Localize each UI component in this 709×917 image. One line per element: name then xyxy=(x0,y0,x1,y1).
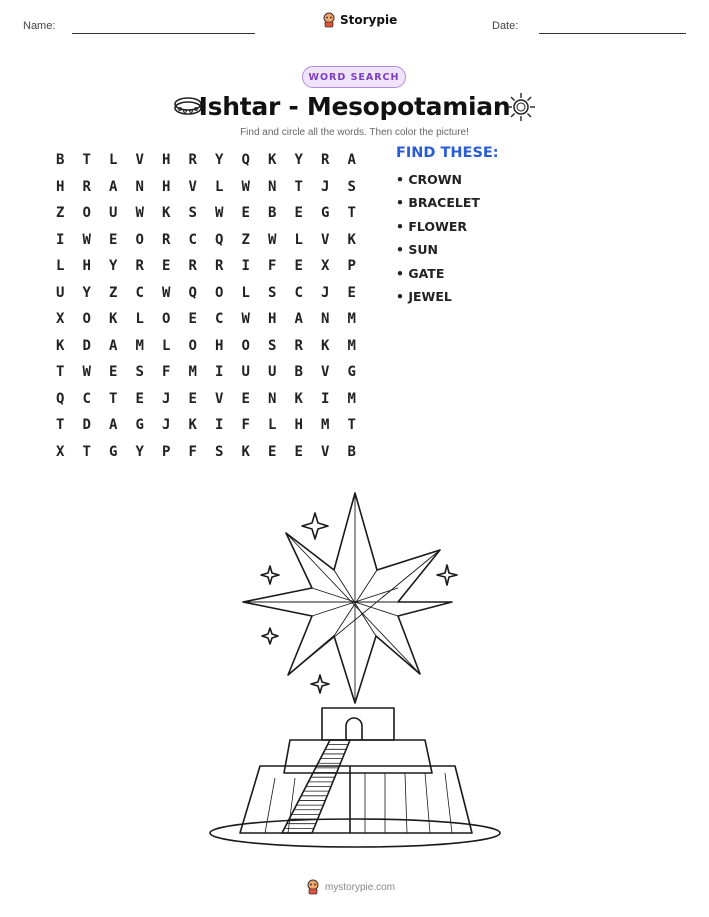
grid-letter[interactable]: A xyxy=(109,337,118,354)
grid-letter[interactable]: W xyxy=(268,231,277,248)
grid-letter[interactable]: T xyxy=(294,178,303,195)
grid-letter[interactable]: E xyxy=(294,205,303,222)
grid-letter[interactable]: S xyxy=(215,443,224,460)
grid-letter[interactable]: C xyxy=(294,284,303,301)
grid-row xyxy=(47,280,365,307)
grid-letter[interactable]: S xyxy=(268,284,277,301)
grid-letter[interactable]: F xyxy=(268,258,277,275)
grid-letter[interactable]: Y xyxy=(215,152,224,169)
grid-row xyxy=(47,412,365,439)
grid-row xyxy=(47,306,365,333)
grid-letter[interactable]: B xyxy=(347,443,356,460)
word-list-item: • SUN xyxy=(396,242,438,258)
grid-letter[interactable]: T xyxy=(82,443,91,460)
grid-letter[interactable]: Z xyxy=(109,284,118,301)
grid-letter[interactable]: I xyxy=(215,364,224,381)
grid-letter[interactable]: I xyxy=(215,417,224,434)
grid-letter[interactable]: N xyxy=(268,390,277,407)
grid-letter[interactable]: V xyxy=(321,231,330,248)
grid-letter[interactable]: O xyxy=(215,284,224,301)
brand-name: Storypie xyxy=(340,13,398,27)
grid-letter[interactable]: Q xyxy=(188,284,197,301)
grid-letter[interactable]: M xyxy=(321,417,330,434)
grid-letter[interactable]: K xyxy=(56,337,65,354)
grid-letter[interactable]: O xyxy=(241,337,250,354)
grid-letter[interactable]: O xyxy=(135,231,144,248)
grid-letter[interactable]: I xyxy=(56,231,65,248)
grid-letter[interactable]: Q xyxy=(241,152,250,169)
grid-letter[interactable]: P xyxy=(162,443,171,460)
sun-icon xyxy=(505,91,537,123)
grid-letter[interactable]: E xyxy=(188,311,197,328)
grid-letter[interactable]: L xyxy=(294,231,303,248)
grid-letter[interactable]: U xyxy=(241,364,250,381)
grid-letter[interactable]: S xyxy=(188,205,197,222)
grid-letter[interactable]: G xyxy=(135,417,144,434)
footer xyxy=(306,879,395,895)
grid-letter[interactable]: T xyxy=(347,205,356,222)
grid-letter[interactable]: O xyxy=(162,311,171,328)
grid-letter[interactable]: O xyxy=(82,311,91,328)
grid-letter[interactable]: W xyxy=(215,205,224,222)
grid-letter[interactable]: R xyxy=(82,178,91,195)
word-list-item: • FLOWER xyxy=(396,218,467,234)
grid-letter[interactable]: H xyxy=(82,258,91,275)
grid-letter[interactable]: A xyxy=(347,152,356,169)
grid-letter[interactable]: S xyxy=(135,364,144,381)
grid-letter[interactable]: U xyxy=(268,364,277,381)
grid-letter[interactable]: L xyxy=(268,417,277,434)
find-these-heading: FIND THESE: xyxy=(396,145,499,161)
word-search-badge: WORD SEARCH xyxy=(302,66,406,88)
grid-letter[interactable]: F xyxy=(188,443,197,460)
grid-letter[interactable]: W xyxy=(135,205,144,222)
footer-url[interactable]: mystorypie.com xyxy=(325,881,396,893)
grid-letter[interactable]: G xyxy=(109,443,118,460)
grid-letter[interactable]: E xyxy=(241,390,250,407)
grid-letter[interactable]: Q xyxy=(215,231,224,248)
grid-letter[interactable]: E xyxy=(135,390,144,407)
grid-row xyxy=(47,253,365,280)
grid-letter[interactable]: H xyxy=(215,337,224,354)
grid-letter[interactable]: H xyxy=(162,152,171,169)
grid-row xyxy=(47,439,365,466)
grid-letter[interactable]: V xyxy=(321,364,330,381)
grid-letter[interactable]: C xyxy=(135,284,144,301)
grid-letter[interactable]: Y xyxy=(135,443,144,460)
grid-row xyxy=(47,200,365,227)
grid-letter[interactable]: M xyxy=(188,364,197,381)
grid-letter[interactable]: G xyxy=(347,364,356,381)
grid-letter[interactable]: B xyxy=(56,152,65,169)
grid-letter[interactable]: L xyxy=(241,284,250,301)
grid-letter[interactable]: P xyxy=(347,258,356,275)
name-label: Name: xyxy=(23,20,56,32)
grid-letter[interactable]: A xyxy=(294,311,303,328)
grid-letter[interactable]: W xyxy=(82,231,91,248)
grid-letter[interactable]: K xyxy=(162,205,171,222)
grid-row xyxy=(47,359,365,386)
grid-letter[interactable]: C xyxy=(188,231,197,248)
grid-letter[interactable]: H xyxy=(268,311,277,328)
grid-letter[interactable]: W xyxy=(82,364,91,381)
grid-letter[interactable]: R xyxy=(162,231,171,248)
grid-letter[interactable]: C xyxy=(215,311,224,328)
grid-letter[interactable]: V xyxy=(188,178,197,195)
grid-letter[interactable]: B xyxy=(268,205,277,222)
grid-letter[interactable]: R xyxy=(188,258,197,275)
grid-letter[interactable]: R xyxy=(215,258,224,275)
grid-letter[interactable]: O xyxy=(82,205,91,222)
grid-letter[interactable]: E xyxy=(109,231,118,248)
grid-letter[interactable]: E xyxy=(347,284,356,301)
grid-letter[interactable]: B xyxy=(294,364,303,381)
word-list-item: • BRACELET xyxy=(396,195,480,211)
grid-row xyxy=(47,227,365,254)
grid-letter[interactable]: F xyxy=(241,417,250,434)
grid-letter[interactable]: J xyxy=(162,417,171,434)
date-label: Date: xyxy=(492,20,519,32)
grid-letter[interactable]: N xyxy=(135,178,144,195)
grid-letter[interactable]: L xyxy=(215,178,224,195)
grid-letter[interactable]: H xyxy=(294,417,303,434)
grid-letter[interactable]: H xyxy=(56,178,65,195)
word-list-item: • CROWN xyxy=(396,172,463,187)
grid-letter[interactable]: W xyxy=(241,311,250,328)
grid-letter[interactable]: H xyxy=(162,178,171,195)
grid-letter[interactable]: T xyxy=(56,417,65,434)
grid-letter[interactable]: Z xyxy=(56,205,65,222)
brand-logo xyxy=(322,12,397,28)
word-list-item: • GATE xyxy=(396,265,445,281)
grid-letter[interactable]: K xyxy=(294,390,303,407)
grid-letter[interactable]: J xyxy=(321,284,330,301)
grid-letter[interactable]: U xyxy=(109,205,118,222)
grid-letter[interactable]: V xyxy=(215,390,224,407)
grid-letter[interactable]: E xyxy=(162,258,171,275)
grid-letter[interactable]: A xyxy=(109,417,118,434)
word-list-item: • JEWEL xyxy=(396,288,452,304)
grid-letter[interactable]: K xyxy=(241,443,250,460)
grid-letter[interactable]: R xyxy=(188,152,197,169)
grid-letter[interactable]: N xyxy=(321,311,330,328)
grid-letter[interactable]: L xyxy=(56,258,65,275)
grid-letter[interactable]: T xyxy=(109,390,118,407)
grid-letter[interactable]: F xyxy=(162,364,171,381)
grid-letter[interactable]: N xyxy=(268,178,277,195)
instructions: Find and circle all the words. Then color the picture! xyxy=(240,127,469,138)
storypie-mascot-icon xyxy=(322,12,336,28)
date-line[interactable] xyxy=(539,33,686,34)
grid-letter[interactable]: L xyxy=(109,152,118,169)
grid-letter[interactable]: K xyxy=(188,417,197,434)
grid-letter[interactable]: T xyxy=(82,152,91,169)
grid-letter[interactable]: S xyxy=(347,178,356,195)
grid-letter[interactable]: T xyxy=(56,364,65,381)
grid-letter[interactable]: M xyxy=(347,311,356,328)
grid-letter[interactable]: X xyxy=(321,258,330,275)
grid-letter[interactable]: L xyxy=(162,337,171,354)
grid-letter[interactable]: E xyxy=(188,390,197,407)
page-title: Ishtar - Mesopotamian xyxy=(198,92,511,121)
grid-letter[interactable]: E xyxy=(241,205,250,222)
grid-letter[interactable]: M xyxy=(347,390,356,407)
grid-letter[interactable]: C xyxy=(82,390,91,407)
grid-letter[interactable]: R xyxy=(135,258,144,275)
grid-letter[interactable]: L xyxy=(135,311,144,328)
star-ziggurat-illustration xyxy=(200,488,510,848)
name-line[interactable] xyxy=(72,33,255,34)
grid-letter[interactable]: V xyxy=(135,152,144,169)
grid-letter[interactable]: X xyxy=(56,443,65,460)
grid-letter[interactable]: D xyxy=(82,337,91,354)
grid-letter[interactable]: Y xyxy=(109,258,118,275)
grid-letter[interactable]: R xyxy=(321,152,330,169)
grid-letter[interactable]: R xyxy=(294,337,303,354)
grid-letter[interactable]: E xyxy=(294,258,303,275)
grid-letter[interactable]: W xyxy=(241,178,250,195)
grid-letter[interactable]: V xyxy=(321,443,330,460)
grid-letter[interactable]: O xyxy=(188,337,197,354)
grid-letter[interactable]: K xyxy=(268,152,277,169)
storypie-footer-icon xyxy=(306,879,320,895)
grid-letter[interactable]: T xyxy=(347,417,356,434)
grid-letter[interactable]: J xyxy=(321,178,330,195)
grid-letter[interactable]: K xyxy=(109,311,118,328)
grid-row xyxy=(47,333,365,360)
grid-letter[interactable]: X xyxy=(56,311,65,328)
letter-grid[interactable] xyxy=(47,147,365,465)
grid-letter[interactable]: I xyxy=(241,258,250,275)
grid-letter[interactable]: D xyxy=(82,417,91,434)
grid-letter[interactable]: E xyxy=(109,364,118,381)
word-list xyxy=(396,171,480,311)
grid-letter[interactable]: E xyxy=(268,443,277,460)
grid-row xyxy=(47,147,365,174)
grid-letter[interactable]: Y xyxy=(82,284,91,301)
grid-letter[interactable]: E xyxy=(294,443,303,460)
grid-row xyxy=(47,174,365,201)
grid-letter[interactable]: Z xyxy=(241,231,250,248)
grid-row xyxy=(47,386,365,413)
grid-letter[interactable]: Q xyxy=(56,390,65,407)
grid-letter[interactable]: M xyxy=(347,337,356,354)
grid-letter[interactable]: M xyxy=(135,337,144,354)
grid-letter[interactable]: K xyxy=(347,231,356,248)
grid-letter[interactable]: I xyxy=(321,390,330,407)
grid-letter[interactable]: W xyxy=(162,284,171,301)
grid-letter[interactable]: G xyxy=(321,205,330,222)
grid-letter[interactable]: U xyxy=(56,284,65,301)
grid-letter[interactable]: Y xyxy=(294,152,303,169)
grid-letter[interactable]: A xyxy=(109,178,118,195)
grid-letter[interactable]: S xyxy=(268,337,277,354)
grid-letter[interactable]: J xyxy=(162,390,171,407)
grid-letter[interactable]: K xyxy=(321,337,330,354)
